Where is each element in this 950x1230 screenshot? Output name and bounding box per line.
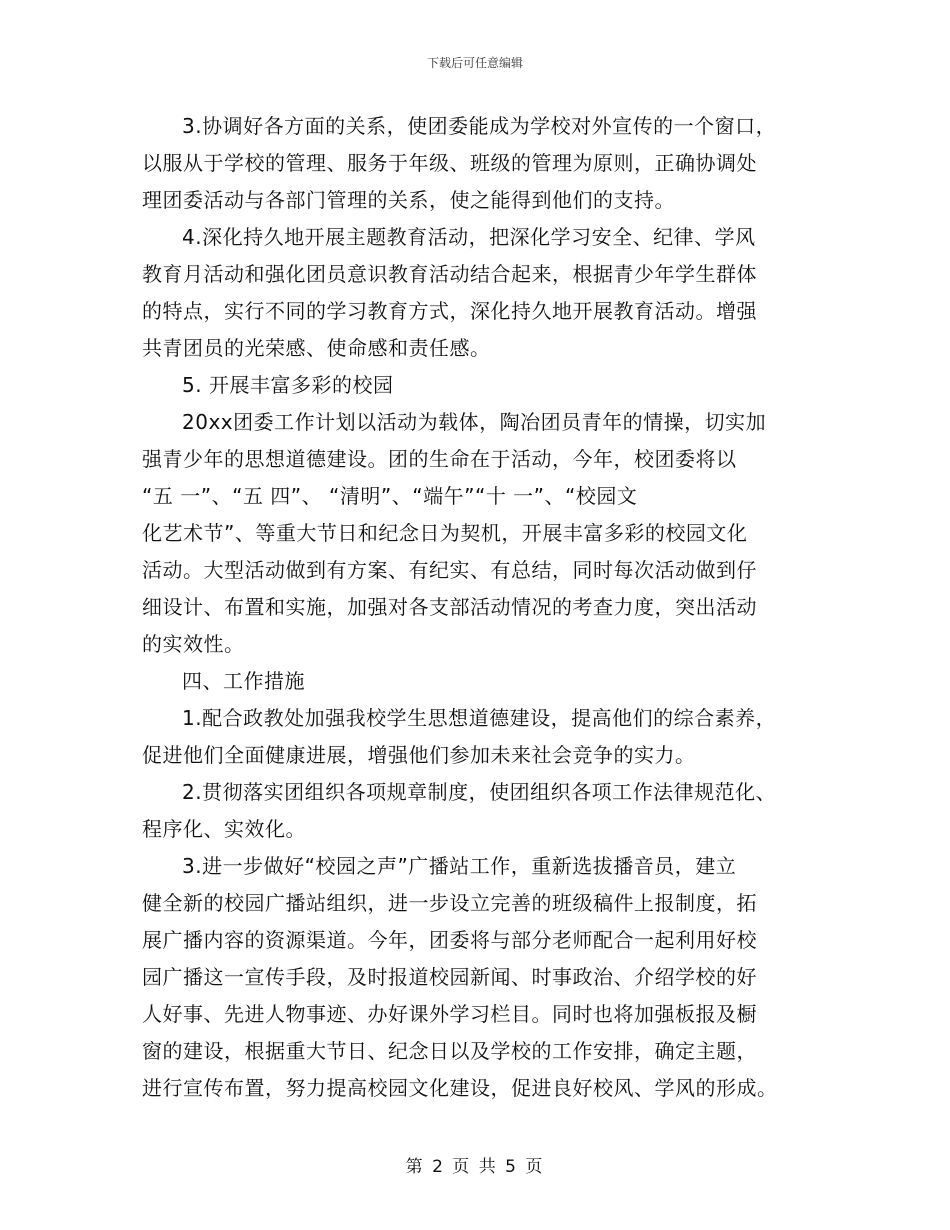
page-footer: 第 2 页 共 5 页 xyxy=(405,1157,545,1177)
text-line: 进行宣传布置，努力提高校园文化建设，促进良好校风、学风的形成。 xyxy=(142,1076,778,1100)
text-line: 以服从于学校的管理、服务于年级、班级的管理为原则，正确协调处 xyxy=(142,151,757,175)
text-line: 共青团员的光荣感、使命感和责任感。 xyxy=(142,336,491,360)
text-line: 园广播这一宣传手段，及时报道校园新闻、时事政治、介绍学校的好 xyxy=(142,965,757,989)
text-line: 活动。大型活动做到有方案、有纪实、有总结，同时每次活动做到仔 xyxy=(142,558,757,582)
text-line: 5. 开展丰富多彩的校园 xyxy=(182,373,394,397)
text-line: 强青少年的思想道德建设。团的生命在于活动，今年，校团委将以 xyxy=(142,447,737,471)
text-line: 教育月活动和强化团员意识教育活动结合起来，根据青少年学生群体 xyxy=(142,262,757,286)
text-line: “五 一”、“五 四”、 “清明”、“端午”“十 一”、“校园文 xyxy=(142,484,638,508)
text-line: 健全新的校园广播站组织，进一步设立完善的班级稿件上报制度，拓 xyxy=(142,891,757,915)
text-line: 四、工作措施 xyxy=(182,669,305,693)
text-line: 的特点，实行不同的学习教育方式，深化持久地开展教育活动。增强 xyxy=(142,299,757,323)
text-line: 促进他们全面健康进展，增强他们参加未来社会竞争的实力。 xyxy=(142,743,696,767)
text-line: 理团委活动与各部门管理的关系，使之能得到他们的支持。 xyxy=(142,188,675,212)
text-line: 3.协调好各方面的关系，使团委能成为学校对外宣传的一个窗口， xyxy=(182,114,777,138)
text-line: 20xx团委工作计划以活动为载体，陶冶团员青年的情操，切实加 xyxy=(182,410,767,434)
text-line: 化艺术节”、等重大节日和纪念日为契机，开展丰富多彩的校园文化 xyxy=(142,521,748,545)
text-line: 程序化、实效化。 xyxy=(142,817,306,841)
text-line: 1.配合政教处加强我校学生思想道德建设，提高他们的综合素养， xyxy=(182,706,777,730)
text-line: 细设计、布置和实施，加强对各支部活动情况的考查力度，突出活动 xyxy=(142,595,757,619)
text-line: 2.贯彻落实团组织各项规章制度，使团组织各项工作法律规范化、 xyxy=(182,780,777,804)
text-line: 展广播内容的资源渠道。今年，团委将与部分老师配合一起利用好校 xyxy=(142,928,757,952)
document-body xyxy=(142,108,810,1107)
text-line: 人好事、先进人物事迹、办好课外学习栏目。同时也将加强板报及橱 xyxy=(142,1002,757,1026)
page-header: 下载后可任意编辑 xyxy=(426,56,523,70)
text-line: 4.深化持久地开展主题教育活动，把深化学习安全、纪律、学风 xyxy=(182,225,756,249)
text-line: 的实效性。 xyxy=(142,632,245,656)
text-line: 窗的建设，根据重大节日、纪念日以及学校的工作安排，确定主题， xyxy=(142,1039,757,1063)
text-line: 3.进一步做好“校园之声”广播站工作，重新选拔播音员，建立 xyxy=(182,854,737,878)
